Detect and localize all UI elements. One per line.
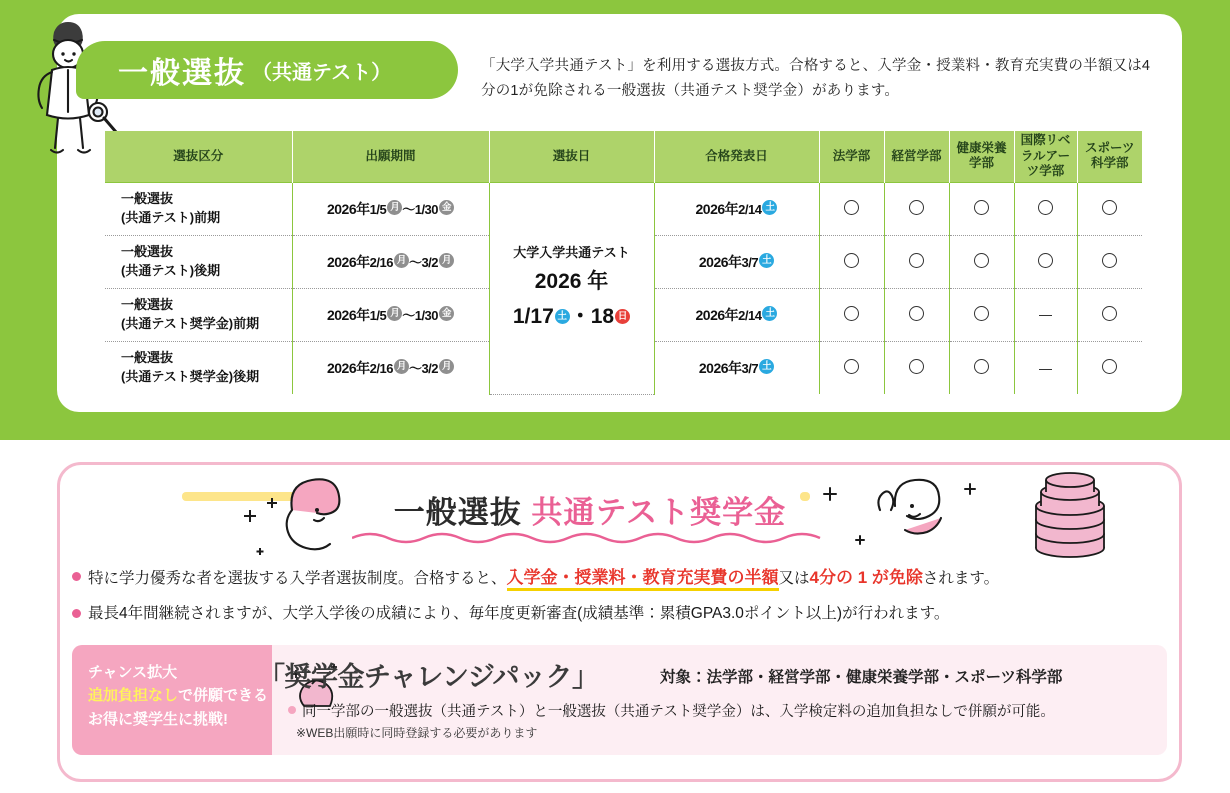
challenge-pack-description xyxy=(288,700,1055,721)
sparkle-icons-left xyxy=(230,490,320,560)
challenge-pack-description-text: 同一学部の一般選抜（共通テスト）と一般選抜（共通テスト奨学金）は、入学検定料の追加負担なしで併願が可能。 xyxy=(302,704,1055,720)
bullet-1-pre: 特に学力優秀な者を選抜する入学者選抜制度。合格すると、 xyxy=(88,570,507,587)
category-line-1: 一般選抜 xyxy=(121,191,174,207)
cell-mark-liberal-arts xyxy=(1014,235,1077,288)
cell-result-date: 2026年3/7 土 xyxy=(654,235,819,288)
bullet-1-mid: 又は xyxy=(778,570,810,587)
exam-date-line-2: 2026 年 xyxy=(534,269,609,293)
section-lead-text: 「大学入学共通テスト」を利用する選抜方式。合格すると、入学金・授業料・教育充実費の半額又は4分の1が免除される一般選抜（共通テスト奨学金）があります。 xyxy=(481,58,1151,100)
cell-result-date: 2026年3/7 土 xyxy=(654,341,819,394)
category-line-1: 一般選抜 xyxy=(121,244,174,260)
scholarship-heading xyxy=(330,487,850,532)
cell-exam-date xyxy=(489,182,654,394)
cell-mark-law xyxy=(819,341,884,394)
cell-mark-law xyxy=(819,182,884,235)
category-line-2: (共通テスト奨学金)前期 xyxy=(121,315,260,331)
list-item xyxy=(72,565,1172,591)
wavy-underline-icon xyxy=(352,530,822,544)
coin-stack-icon xyxy=(1015,470,1125,560)
cell-mark-law xyxy=(819,235,884,288)
cell-mark-management xyxy=(884,341,949,394)
bullet-1-em1: 入学金・授業料・教育充実費の半額 xyxy=(507,568,779,591)
challenge-pack-note: ※WEB出願時に同時登録する必要があります xyxy=(296,726,538,740)
cell-period: 2026年1/5 月 〜1/30 金 xyxy=(292,182,489,235)
th-faculty-liberal-arts: 国際リベラルアーツ学部 xyxy=(1014,131,1077,182)
th-result-date: 合格発表日 xyxy=(654,131,819,182)
cell-mark-sports-science xyxy=(1077,341,1142,394)
cell-result-date: 2026年2/14 土 xyxy=(654,182,819,235)
cell-period: 2026年2/16 月 〜3/2 月 xyxy=(292,235,489,288)
cell-mark-management xyxy=(884,235,949,288)
th-faculty-law: 法学部 xyxy=(819,131,884,182)
section-title-sub: （共通テスト） xyxy=(252,61,392,84)
bullet-1-em2: 4分の 1 が免除 xyxy=(809,568,923,587)
cell-category xyxy=(105,182,292,235)
category-line-2: (共通テスト奨学金)後期 xyxy=(121,369,260,385)
cell-mark-liberal-arts: — xyxy=(1014,288,1077,341)
category-line-1: 一般選抜 xyxy=(121,350,174,366)
challenge-pack-badge xyxy=(72,645,272,755)
challenge-pack-title: 「奨学金チャレンジパック」 xyxy=(258,662,599,692)
th-faculty-health-nutrition: 健康栄養学部 xyxy=(949,131,1014,182)
scholarship-heading-part2: 共通テスト奨学金 xyxy=(531,495,787,530)
pack-badge-line-1: チャンス拡大 xyxy=(88,664,178,681)
th-period: 出願期間 xyxy=(292,131,489,182)
th-category: 選抜区分 xyxy=(105,131,292,182)
cell-mark-health-nutrition xyxy=(949,235,1014,288)
selection-table-wrap xyxy=(105,131,1142,395)
exam-date-line-1: 大学入学共通テスト xyxy=(513,244,630,260)
cell-mark-health-nutrition xyxy=(949,288,1014,341)
category-line-2: (共通テスト)前期 xyxy=(121,209,221,225)
challenge-pack-target: 対象：法学部・経営学部・健康栄養学部・スポーツ科学部 xyxy=(660,669,1063,686)
bullet-1-post: されます。 xyxy=(922,570,1000,587)
cell-result-date: 2026年2/14 土 xyxy=(654,288,819,341)
table-header-row xyxy=(105,131,1142,182)
cell-category xyxy=(105,341,292,394)
cell-mark-sports-science xyxy=(1077,235,1142,288)
cell-category xyxy=(105,235,292,288)
cell-period: 2026年1/5 月 〜1/30 金 xyxy=(292,288,489,341)
table-row xyxy=(105,182,1142,235)
exam-date-line-3: 1/17 土 ・18 日 xyxy=(491,299,653,335)
selection-table xyxy=(105,131,1142,395)
cell-mark-sports-science xyxy=(1077,182,1142,235)
cell-mark-health-nutrition xyxy=(949,182,1014,235)
bullet-dot-icon xyxy=(72,609,81,618)
bullet-dot-icon xyxy=(72,572,81,581)
cell-mark-management xyxy=(884,288,949,341)
cell-mark-sports-science xyxy=(1077,288,1142,341)
list-item xyxy=(72,602,1172,625)
scholarship-bullets xyxy=(72,565,1172,636)
th-exam-date: 選抜日 xyxy=(489,131,654,182)
pack-badge-line-2b: で併願 xyxy=(178,687,224,705)
bullet-2-text: 最長4年間継続されますが、大学入学後の成績により、毎年度更新審査(成績基準：累積GPA3.0ポイント以上)が行われます。 xyxy=(88,604,950,622)
category-line-1: 一般選抜 xyxy=(121,297,174,313)
bullet-dot-icon xyxy=(288,706,296,714)
cell-category xyxy=(105,288,292,341)
section-title-pill xyxy=(76,41,458,99)
scholarship-heading-part1: 一般選抜 xyxy=(393,495,532,530)
cell-mark-liberal-arts: — xyxy=(1014,341,1077,394)
cell-mark-management xyxy=(884,182,949,235)
th-faculty-sports-science: スポーツ科学部 xyxy=(1077,131,1142,182)
th-faculty-management: 経営学部 xyxy=(884,131,949,182)
category-line-2: (共通テスト)後期 xyxy=(121,262,221,278)
pack-badge-line-2a: 追加負担なし xyxy=(88,687,179,705)
pack-badge-line-2c: できる xyxy=(223,687,269,705)
cell-mark-health-nutrition xyxy=(949,341,1014,394)
cell-mark-liberal-arts xyxy=(1014,182,1077,235)
section-title-main: 一般選抜 xyxy=(118,57,246,90)
cell-mark-law xyxy=(819,288,884,341)
cell-period: 2026年2/16 月 〜3/2 月 xyxy=(292,341,489,394)
pack-badge-line-3: お得に奨学生に挑戦! xyxy=(88,710,228,728)
